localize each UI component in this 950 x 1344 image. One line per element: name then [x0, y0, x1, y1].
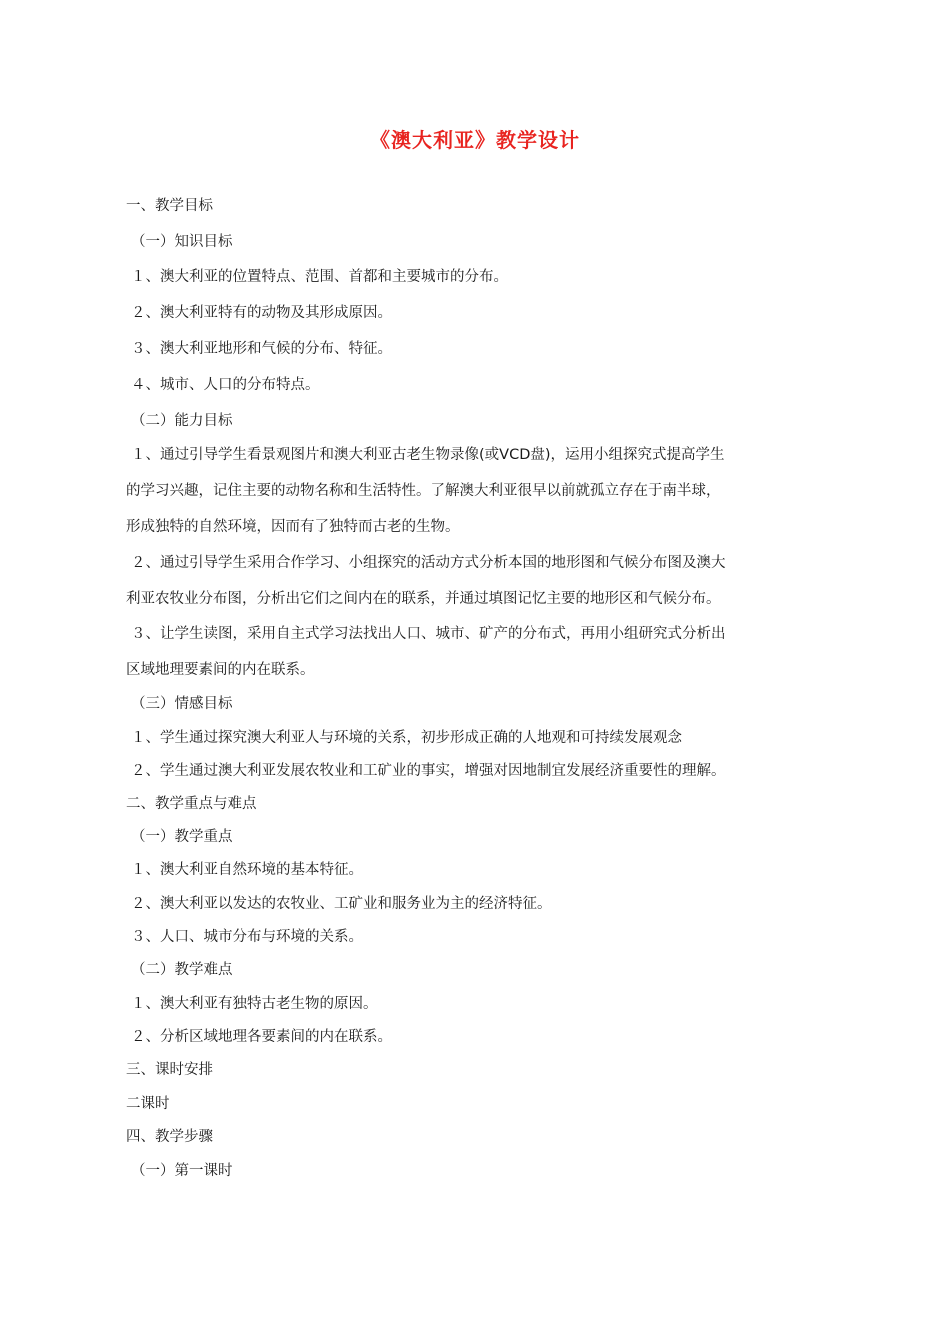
paragraph-line: ２、澳大利亚以发达的农牧业、工矿业和服务业为主的经济特征。 [131, 896, 552, 912]
paragraph-line: 形成独特的自然环境，因而有了独特而古老的生物。 [126, 519, 460, 535]
document-title: 《澳大利亚》教学设计 [370, 128, 580, 152]
paragraph-line: １、澳大利亚有独特古老生物的原因。 [131, 996, 378, 1012]
section-heading: 一、教学目标 [126, 198, 213, 214]
section-heading: 四、教学步骤 [126, 1129, 213, 1145]
paragraph-line: ２、分析区域地理各要素间的内在联系。 [131, 1029, 392, 1045]
paragraph-line: 二课时 [126, 1096, 170, 1112]
paragraph-line: 的学习兴趣，记住主要的动物名称和生活特性。了解澳大利亚很早以前就孤立存在于南半球， [126, 483, 721, 499]
section-heading: 三、课时安排 [126, 1062, 213, 1078]
paragraph-line: １、澳大利亚自然环境的基本特征。 [131, 862, 363, 878]
paragraph-line: ２、通过引导学生采用合作学习、小组探究的活动方式分析本国的地形图和气候分布图及澳大 [131, 555, 726, 571]
subsection-heading: （二）能力目标 [131, 413, 233, 429]
paragraph-line: ２、学生通过澳大利亚发展农牧业和工矿业的事实，增强对因地制宜发展经济重要性的理解。 [131, 763, 726, 779]
paragraph-line: １、学生通过探究澳大利亚人与环境的关系，初步形成正确的人地观和可持续发展观念 [131, 730, 682, 746]
section-heading: 二、教学重点与难点 [126, 796, 257, 812]
paragraph-line: ４、城市、人口的分布特点。 [131, 377, 320, 393]
subsection-heading: （一）知识目标 [131, 234, 233, 250]
paragraph-line: ３、人口、城市分布与环境的关系。 [131, 929, 363, 945]
subsection-heading: （三）情感目标 [131, 696, 233, 712]
paragraph-line: 区域地理要素间的内在联系。 [126, 662, 315, 678]
subsection-heading: （一）教学重点 [131, 829, 233, 845]
paragraph-line: １、澳大利亚的位置特点、范围、首都和主要城市的分布。 [131, 269, 508, 285]
subsection-heading: （二）教学难点 [131, 962, 233, 978]
subsection-heading: （一）第一课时 [131, 1163, 233, 1179]
paragraph-line: ３、让学生读图，采用自主式学习法找出人口、城市、矿产的分布式，再用小组研究式分析出 [131, 626, 726, 642]
paragraph-line: ３、澳大利亚地形和气候的分布、特征。 [131, 341, 392, 357]
paragraph-line: ２、澳大利亚特有的动物及其形成原因。 [131, 305, 392, 321]
paragraph-line: １、通过引导学生看景观图片和澳大利亚古老生物录像(或VCD盘)，运用小组探究式提高学生 [131, 447, 725, 463]
paragraph-line: 利亚农牧业分布图，分析出它们之间内在的联系，并通过填图记忆主要的地形区和气候分布。 [126, 591, 721, 607]
